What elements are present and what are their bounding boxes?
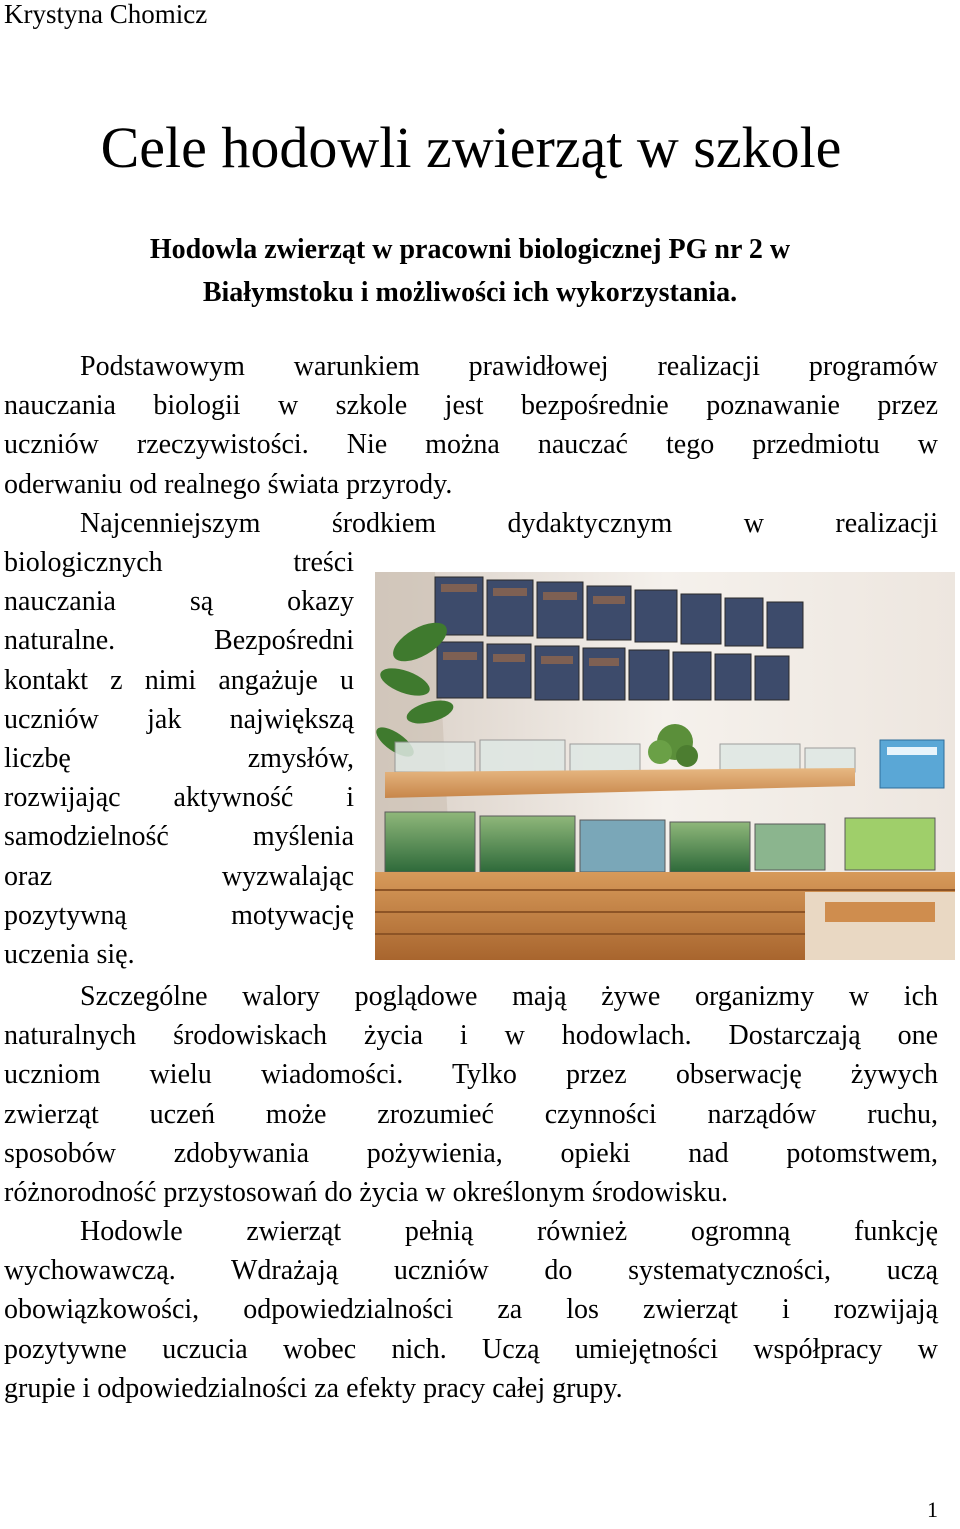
text-line: biologicznych treści (4, 547, 354, 578)
text-line: Najcenniejszym środkiem dydaktycznym w realizacji (80, 507, 938, 539)
text-line: obowiązkowości, odpowiedzialności za los zwierząt i rozwijają (4, 1294, 938, 1326)
subtitle-line: Białymstoku i możliwości ich wykorzystania. (202, 277, 738, 308)
classroom-aquarium-photo (375, 572, 955, 960)
subtitle-line: Hodowla zwierząt w pracowni biologicznej PG nr 2 w (149, 234, 791, 265)
paragraph-3 (4, 977, 938, 1212)
text-line: Szczególne walory poglądowe mają żywe organizmy w ich (80, 981, 938, 1012)
text-line: sposobów zdobywania pożywienia, opieki nad potomstwem, (4, 1137, 938, 1169)
paragraph-4 (4, 1212, 938, 1408)
text-line: uczniów rzeczywistości. Nie można nauczać tego przedmiotu w (4, 429, 938, 461)
text-line: wychowawczą. Wdrażają uczniów do systematyczności, uczą (4, 1255, 938, 1287)
text-line: grupie i odpowiedzialności za efekty pracy całej grupy. (4, 1372, 623, 1404)
paragraph-2-wrap (4, 543, 354, 974)
text-line: uczenia się. (4, 939, 135, 971)
text-line: pozytywną motywację (4, 899, 354, 931)
text-line: nauczania biologii w szkole jest bezpośrednie poznawanie przez (4, 390, 938, 422)
text-line: kontakt z nimi angażuje u (4, 664, 354, 696)
text-line: rozwijając aktywność i (4, 782, 354, 814)
text-line: uczniów jak największą (4, 703, 354, 735)
subtitle (0, 228, 940, 314)
text-line: nauczania są okazy (4, 586, 354, 618)
text-line: naturalne. Bezpośredni (4, 625, 354, 657)
text-line: Podstawowym warunkiem prawidłowej realizacji programów (80, 351, 938, 382)
text-line: pozytywne uczucia wobec nich. Uczą umiejętności współpracy w (4, 1333, 938, 1365)
text-line: różnorodność przystosowań do życia w określonym środowisku. (4, 1177, 728, 1209)
text-line: oderwaniu od realnego świata przyrody. (4, 468, 453, 500)
text-line: samodzielność myślenia (4, 821, 354, 853)
page-title: Cele hodowli zwierząt w szkole (100, 115, 842, 180)
text-line: liczbę zmysłów, (4, 743, 354, 775)
text-line: uczniom wielu wiadomości. Tylko przez obserwację żywych (4, 1059, 938, 1091)
author-name: Krystyna Chomicz (4, 0, 208, 29)
text-line: naturalnych środowiskach życia i w hodowlach. Dostarczają one (4, 1020, 938, 1052)
paragraph-1 (4, 347, 938, 543)
text-line: zwierząt uczeń może zrozumieć czynności narządów ruchu, (4, 1098, 938, 1130)
page-number: 1 (927, 1497, 938, 1522)
text-line: Hodowle zwierząt pełnią również ogromną funkcję (80, 1216, 938, 1247)
text-line: oraz wyzwalając (4, 860, 354, 892)
